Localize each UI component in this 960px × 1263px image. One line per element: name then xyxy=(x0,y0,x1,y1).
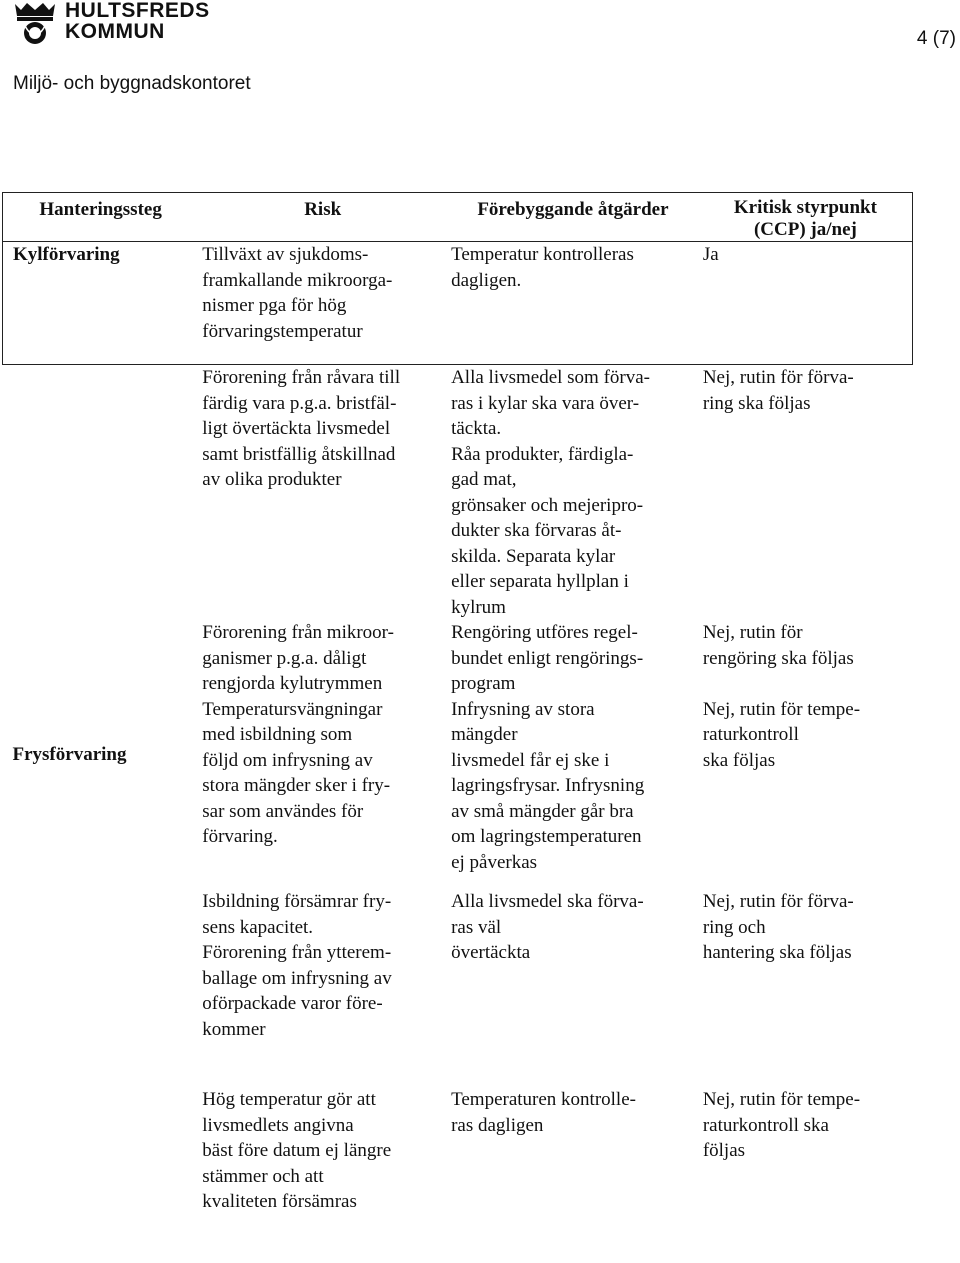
table-row xyxy=(3,889,913,1087)
measure-cell: Alla livsmedel ska förva- ras väl övertäckta xyxy=(451,891,644,963)
risk-cell: Förorening från mikroor- ganismer p.g.a. dåligt rengjorda kylutrymmen Temperatursvängningar med isbildning som följd om infrysning av stora mängder sker i fry- sar som användes för förvaring. xyxy=(202,622,394,847)
column-header-step: Hanteringssteg xyxy=(3,193,199,242)
ccp-cell: Nej, rutin för rengöring ska följas Nej, rutin för tempe- raturkontroll ska följas xyxy=(702,622,861,771)
column-header-ccp: Kritisk styrpunkt (CCP) ja/nej xyxy=(699,193,913,242)
risk-cell: Isbildning försämrar fry- sens kapacitet. Förorening från ytterem- ballage om infrysning av oförpackade varor före- kommer xyxy=(202,891,392,1040)
ccp-cell: Nej, rutin för tempe- raturkontroll ska följas xyxy=(702,1089,861,1161)
step-cell: Frysförvaring xyxy=(12,743,127,765)
step-cell xyxy=(3,889,199,1087)
table-row xyxy=(3,365,913,621)
municipality-logo xyxy=(12,0,210,46)
haccp-risk-table xyxy=(2,192,913,1235)
measure-cell: Rengöring utföres regel- bundet enligt rengörings- program Infrysning av stora mängder livsmedel får ej ske i lagringsfrysar. Infrysning av små mängder går bra om lagringstemperaturen ej påverkas xyxy=(451,622,645,873)
table-row xyxy=(3,620,913,889)
table-header-row xyxy=(3,193,913,242)
column-header-measures: Förebyggande åtgärder xyxy=(447,193,699,242)
step-cell: Kylförvaring xyxy=(3,242,199,365)
column-header-risk: Risk xyxy=(198,193,447,242)
ccp-cell: Nej, rutin för förva- ring ska följas xyxy=(702,367,854,414)
office-name: Miljö- och byggnadskontoret xyxy=(13,73,251,94)
logo-text-line2: KOMMUN xyxy=(65,20,165,43)
step-cell xyxy=(3,1087,199,1235)
table-row xyxy=(3,1087,913,1235)
measure-cell: Alla livsmedel som förva- ras i kylar ska vara över- täckta. Råa produkter, färdigla- gad mat, grönsaker och mejeripro- dukter ska förvaras åt- skilda. Separata kylar eller separata hyllplan i kylrum xyxy=(451,367,651,618)
risk-cell: Förorening från råvara till färdig vara p.g.a. bristfäl- ligt övertäckta livsmedel samt bristfällig åtskillnad av olika produkter xyxy=(202,367,401,490)
risk-cell: Hög temperatur gör att livsmedlets angivna bäst före datum ej längre stämmer och att kvaliteten försämras xyxy=(202,1089,392,1212)
measure-cell: Temperaturen kontrolle- ras dagligen xyxy=(451,1089,636,1136)
ccp-cell: Nej, rutin för förva- ring och hantering ska följas xyxy=(702,891,854,963)
step-cell xyxy=(3,365,199,621)
crown-emblem-icon xyxy=(12,0,58,46)
measure-cell: Temperatur kontrolleras dagligen. xyxy=(447,242,699,365)
table-row xyxy=(3,242,913,365)
ccp-cell: Ja xyxy=(699,242,913,365)
logo-text-line1: HULTSFREDS xyxy=(65,0,210,22)
page-number: 4 (7) xyxy=(916,28,956,49)
risk-cell: Tillväxt av sjukdoms- framkallande mikroorga- nismer pga för hög förvaringstemperatur xyxy=(198,242,447,365)
